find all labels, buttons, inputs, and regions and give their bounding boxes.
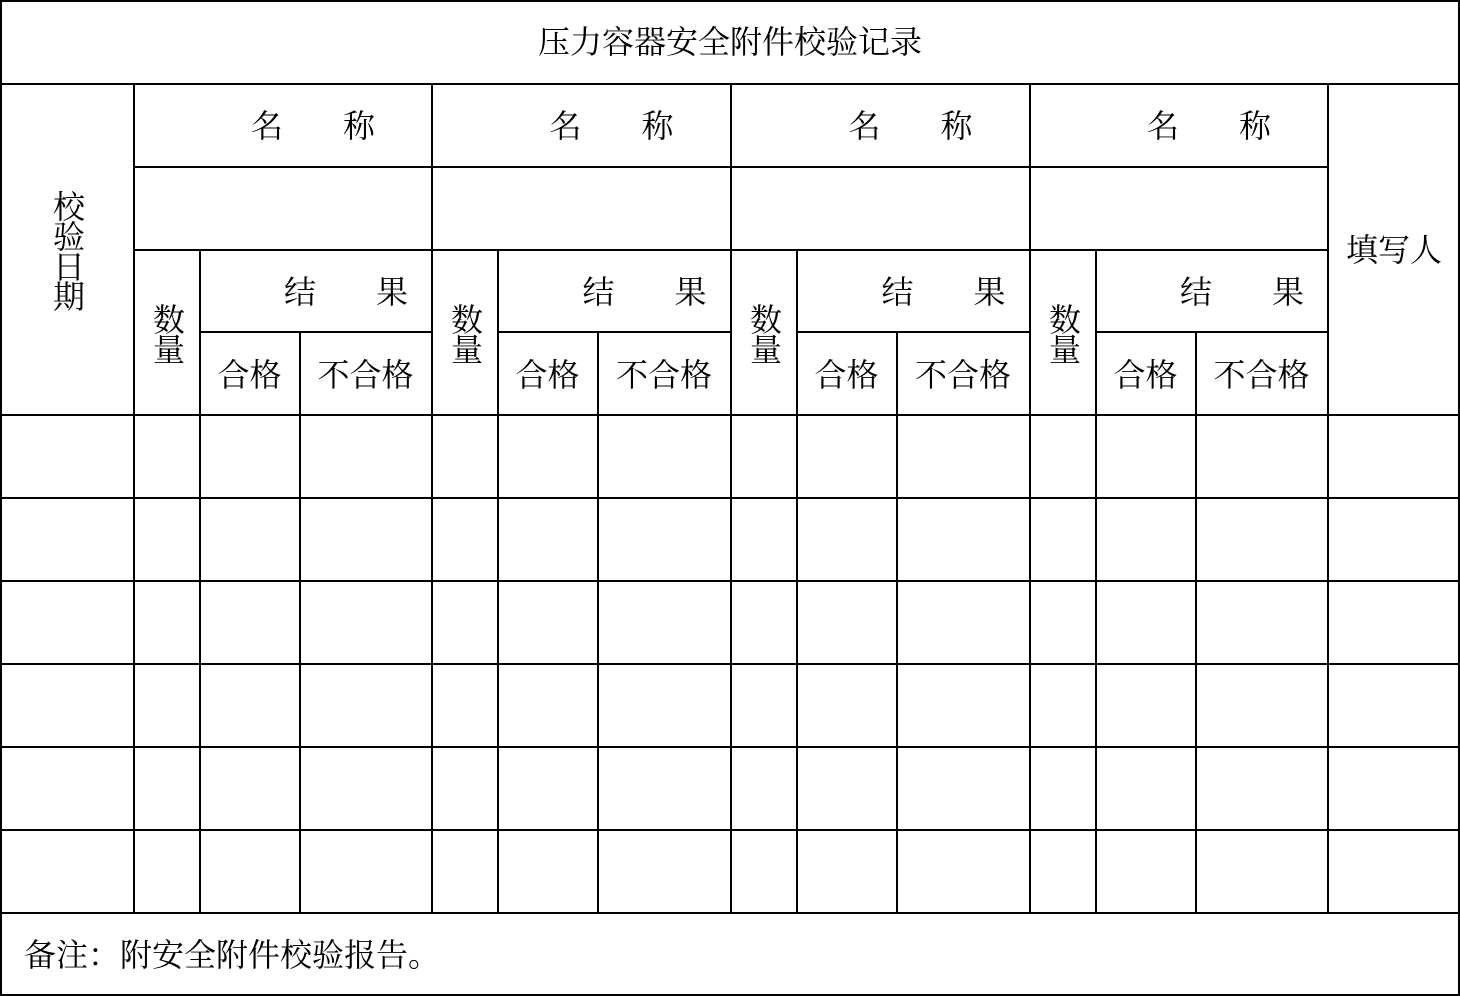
quantity-header-4: 数量	[1044, 303, 1082, 363]
result-header-2: 结果	[582, 272, 767, 311]
fail-header-1: 不合格	[317, 355, 414, 394]
result-header-4: 结果	[1179, 272, 1364, 311]
remarks-note: 备注：附安全附件校验报告。	[24, 935, 441, 974]
fail-header-2: 不合格	[615, 355, 712, 394]
quantity-header-3: 数量	[745, 303, 783, 363]
table-column-line	[431, 83, 433, 913]
name-header-4: 名称	[1146, 106, 1331, 145]
form-title: 压力容器安全附件校验记录	[537, 23, 922, 61]
table-column-line	[1029, 83, 1031, 913]
result-header-1: 结果	[283, 272, 468, 311]
filler-header: 填写人	[1345, 231, 1442, 269]
name-header-2: 名称	[549, 106, 734, 145]
name-header-1: 名称	[250, 106, 435, 145]
table-column-line	[730, 83, 732, 913]
pass-header-2: 合格	[515, 355, 580, 394]
table-column-line	[597, 331, 599, 913]
inspection-date-header: 校验日期	[48, 190, 86, 310]
quantity-header-1: 数量	[148, 303, 186, 363]
quantity-header-2: 数量	[446, 303, 484, 363]
fail-header-3: 不合格	[914, 355, 1011, 394]
pass-header-3: 合格	[814, 355, 879, 394]
result-header-3: 结果	[881, 272, 1066, 311]
name-header-3: 名称	[848, 106, 1033, 145]
table-column-line	[299, 331, 301, 913]
pass-header-4: 合格	[1113, 355, 1178, 394]
table-column-line	[896, 331, 898, 913]
fail-header-4: 不合格	[1213, 355, 1310, 394]
pass-header-1: 合格	[217, 355, 282, 394]
table-column-line	[1195, 331, 1197, 913]
